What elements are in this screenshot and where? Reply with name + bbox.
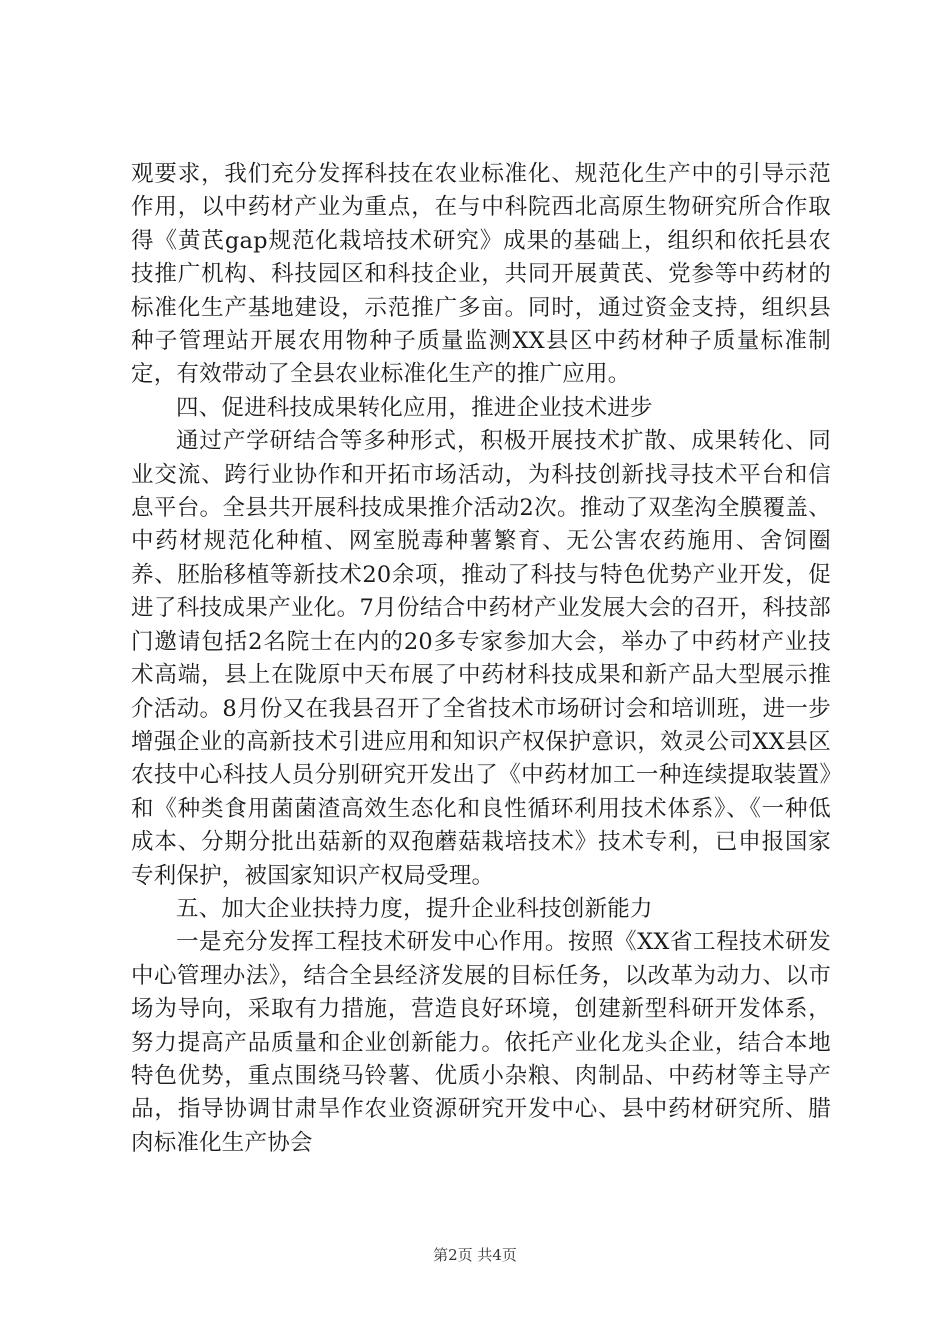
paragraph-tech-transfer: 通过产学研结合等多种形式，积极开展技术扩散、成果转化、同业交流、跨行业协作和开拓市场活动，为科技创新找寻技术平台和信息平台。全县共开展科技成果推介活动2次。推动了双垄沟全膜覆盖、中药材规范化种植、网室脱毒种薯繁育、无公害农药施用、舍饲圈养、胚胎移植等新技术20余项，推动了科技与特色优势产业开发，促进了科技成果产业化。7月份结合中药材产业发展大会的召开，科技部门邀请包括2名院士在内的20多专家参加大会，举办了中药材产业技术高端，县上在陇原中天布展了中药材科技成果和新产品大型展示推介活动。8月份又在我县召开了全省技术市场研讨会和培训班，进一步增强企业的高新技术引进应用和知识产权保护意识，效灵公司XX县区农技中心科技人员分别研究开发出了《中药材加工一种连续提取装置》和《种类食用菌菌渣高效生态化和良性循环利用技术体系》、《一种低成本、分期分批出菇新的双孢蘑菇栽培技术》技术专利，已申报国家专利保护，被国家知识产权局受理。: [131, 428, 831, 889]
document-body: [131, 158, 831, 1160]
section-heading-5: 五、加大企业扶持力度，提升企业科技创新能力: [176, 895, 653, 922]
section-heading-4: 四、促进科技成果转化应用，推进企业技术进步: [176, 394, 653, 421]
paragraph-continuation: 观要求，我们充分发挥科技在农业标准化、规范化生产中的引导示范作用，以中药材产业为重点，在与中科院西北高原生物研究所合作取得《黄芪gap规范化栽培技术研究》成果的基础上，组织和依托县农技推广机构、科技园区和科技企业，共同开展黄芪、党参等中药材的标准化生产基地建设，示范推广多亩。同时，通过资金支持，组织县种子管理站开展农用物种子质量监测XX县区中药材种子质量标准制定，有效带动了全县农业标准化生产的推广应用。: [131, 161, 831, 388]
page-number-label: 第2页 共4页: [433, 1246, 517, 1264]
paragraph-enterprise-support: 一是充分发挥工程技术研发中心作用。按照《XX省工程技术研发中心管理办法》，结合全县经济发展的目标任务，以改革为动力、以市场为导向，采取有力措施，营造良好环境，创建新型科研开发体系，努力提高产品质量和企业创新能力。依托产业化龙头企业，结合本地特色优势，重点围绕马铃薯、优质小杂粮、肉制品、中药材等主导产品，指导协调甘肃旱作农业资源研究开发中心、县中药材研究所、腊肉标准化生产协会: [131, 929, 831, 1156]
page-footer: [0, 1244, 950, 1265]
